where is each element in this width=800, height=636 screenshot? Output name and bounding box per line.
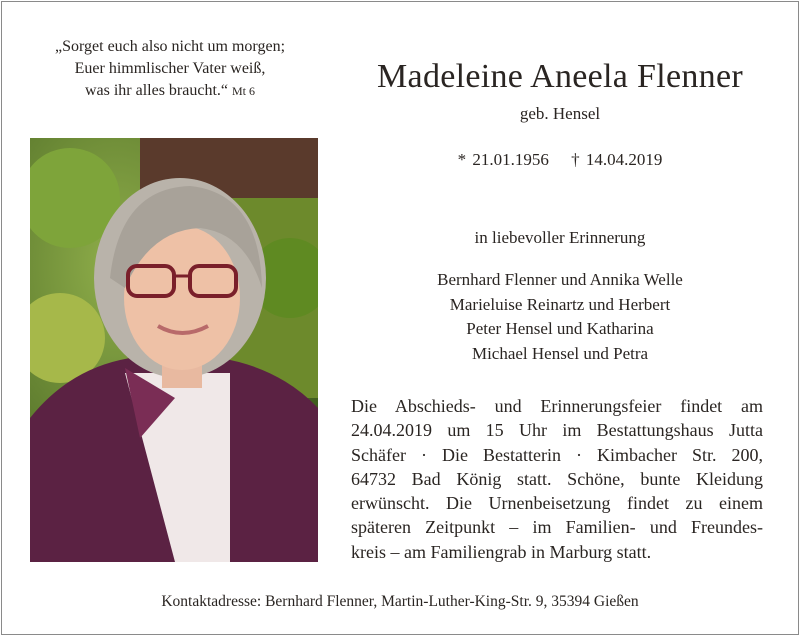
quote-line: „Sorget euch also nicht um morgen;: [54, 38, 286, 55]
ceremony-line: Schäfer · Die Bestatterin · Kimbacher Str. 200,: [351, 444, 763, 465]
ceremony-line: erwünscht. Die Urnenbeisetzung findet zu einem: [351, 493, 763, 514]
quote-line: Euer himmlischer Vater weiß,: [74, 60, 266, 77]
mourner: Peter Hensel und Katharina: [466, 319, 654, 338]
portrait-photo: [30, 138, 318, 562]
life-dates: [340, 150, 780, 170]
ceremony-line: späteren Zeitpunkt – im Familien- und Freundes-: [351, 517, 763, 538]
mourner: Bernhard Flenner und Annika Welle: [437, 270, 683, 289]
ceremony-text: [351, 394, 763, 564]
memory-text: in liebevoller Erinnerung: [474, 228, 646, 247]
birth-name: geb. Hensel: [519, 104, 601, 123]
contact-address: Kontaktadresse: Bernhard Flenner, Martin-Luther-King-Str. 9, 35394 Gießen: [161, 593, 639, 610]
birth-date: * 21.01.1956: [457, 150, 549, 169]
quote-line: was ihr alles braucht.“ Mt 6: [84, 82, 256, 99]
ceremony-line: 24.04.2019 um 15 Uhr im Bestattungshaus Jutta: [351, 420, 763, 441]
mourner: Marieluise Reinartz und Herbert: [449, 294, 671, 314]
quote-reference: Mt 6: [232, 84, 256, 98]
ceremony-line: 64732 Bad König statt. Schöne, bunte Kleidung: [351, 468, 763, 489]
mourner: Michael Hensel und Petra: [471, 343, 649, 363]
deceased-name: Madeleine Aneela Flenner: [377, 58, 743, 95]
ceremony-line: Die Abschieds- und Erinnerungsfeier findet am: [351, 396, 763, 416]
death-date: † 14.04.2019: [571, 150, 663, 169]
bible-quote: [20, 36, 320, 102]
mourners-list: [340, 268, 780, 366]
ceremony-line: kreis – am Familiengrab in Marburg statt.: [351, 541, 652, 562]
